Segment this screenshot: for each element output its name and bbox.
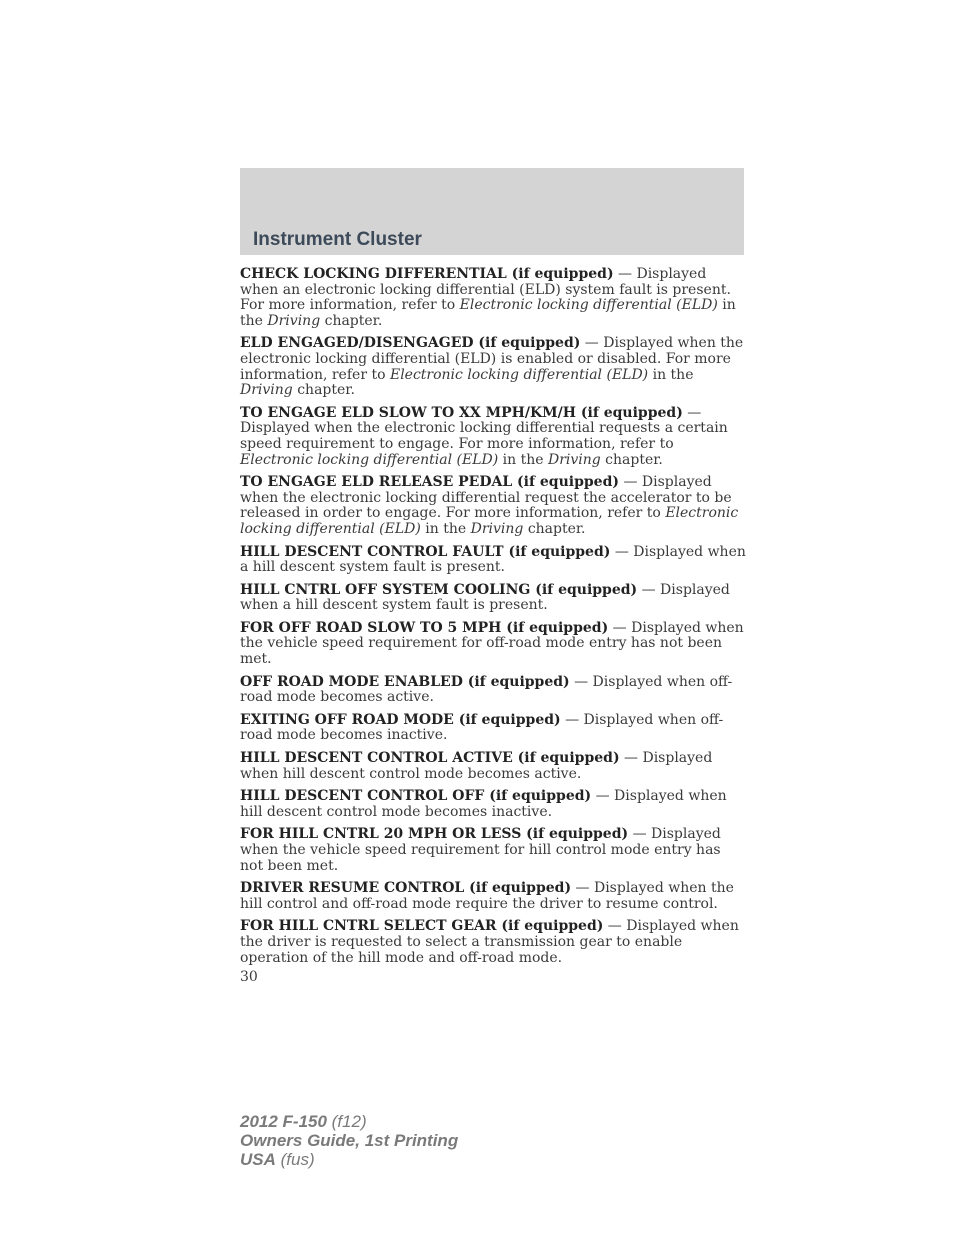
page-number: 30 [240,969,258,986]
message-entry [240,713,746,744]
message-term: OFF ROAD MODE ENABLED (if equipped) [240,673,570,690]
cross-reference: Electronic locking differential (ELD) [389,366,649,383]
message-term: TO ENGAGE ELD RELEASE PEDAL (if equipped) [240,474,619,491]
message-entry [240,475,746,537]
message-term: DRIVER RESUME CONTROL (if equipped) [240,880,572,897]
message-description: — Displayed when an electronic locking differential (ELD) system fault is present. For more information, refer to [240,266,731,314]
message-description: — Displayed when the vehicle speed requirement for off-road mode entry has not been met. [240,619,744,668]
message-description-cont: in the [240,297,736,329]
message-term: ELD ENGAGED/DISENGAGED (if equipped) [240,335,581,352]
message-term: HILL CNTRL OFF SYSTEM COOLING (if equipped) [240,581,638,598]
footer-market-code: (fus) [275,1150,315,1169]
chapter-title: Instrument Cluster [253,229,422,250]
message-entry [240,583,746,614]
document-footer [240,1112,458,1169]
message-term: EXITING OFF ROAD MODE (if equipped) [240,711,561,728]
message-description: — Displayed when the vehicle speed requirement for hill control mode entry has not been met. [240,826,721,874]
chapter-header-band [240,168,744,255]
chapter-reference: Driving [240,382,293,399]
message-entry [240,827,746,874]
message-term: TO ENGAGE ELD SLOW TO XX MPH/KM/H (if equipped) [240,404,683,421]
message-description: — Displayed when the electronic locking differential request the accelerator to be released in order to engage. For more information, refer to [240,474,732,522]
message-description-end: chapter. [600,451,663,468]
message-term: HILL DESCENT CONTROL OFF (if equipped) [240,788,592,805]
cross-reference: Electronic locking differential (ELD) [240,451,499,468]
message-description: — Displayed when the electronic locking differential (ELD) is enabled or disabled. For more information, refer to [240,335,744,383]
page-content [240,267,746,986]
cross-reference: Electronic locking differential (ELD) [240,505,739,537]
message-description-cont: in the [498,451,548,468]
message-description: — Displayed when the driver is requested to select a transmission gear to enable operation of the hill mode and off-road mode. [240,918,739,966]
message-entry [240,406,746,468]
message-entry [240,751,746,782]
cross-reference: Electronic locking differential (ELD) [459,297,718,314]
message-description: — Displayed when a hill descent system fault is present. [240,543,746,576]
message-description-cont: in the [420,520,471,537]
footer-edition: Owners Guide, 1st Printing [240,1131,459,1150]
footer-model: 2012 F-150 [240,1112,327,1131]
footer-model-code: (f12) [326,1112,367,1131]
message-entry [240,267,746,329]
message-term: FOR OFF ROAD SLOW TO 5 MPH (if equipped) [240,619,609,636]
message-entry [240,919,746,966]
message-entry [240,545,746,576]
chapter-reference: Driving [267,312,321,329]
chapter-reference: Driving [470,520,524,537]
message-description-end: chapter. [292,382,355,399]
message-entry [240,881,746,912]
message-entry [240,675,746,706]
message-description-end: chapter. [523,520,586,537]
message-entry [240,621,746,668]
message-description-end: chapter. [320,312,383,329]
footer-line-model [240,1112,458,1131]
message-entry [240,336,746,398]
footer-line-edition [240,1131,458,1150]
footer-line-market [240,1150,458,1169]
message-description: — Displayed when off-road mode becomes inactive. [240,711,724,744]
message-term: FOR HILL CNTRL 20 MPH OR LESS (if equipped) [240,826,629,843]
message-description: — Displayed when off-road mode becomes active. [240,673,733,706]
message-term: FOR HILL CNTRL SELECT GEAR (if equipped) [240,918,604,935]
message-entry [240,789,746,820]
message-description: — Displayed when hill descent control mode becomes active. [240,750,713,782]
footer-market: USA [240,1150,276,1169]
message-description-cont: in the [648,366,694,383]
message-term: CHECK LOCKING DIFFERENTIAL (if equipped) [240,266,614,282]
message-term: HILL DESCENT CONTROL ACTIVE (if equipped) [240,750,620,767]
message-description: — Displayed when hill descent control mode becomes inactive. [240,788,727,820]
message-term: HILL DESCENT CONTROL FAULT (if equipped) [240,543,611,560]
message-description: — Displayed when the hill control and off-road mode require the driver to resume control. [240,880,734,912]
message-description: — Displayed when a hill descent system fault is present. [240,581,730,614]
message-description: — Displayed when the electronic locking differential requests a certain speed requirement to engage. For more information, refer to [240,404,728,452]
chapter-reference: Driving [547,451,601,468]
